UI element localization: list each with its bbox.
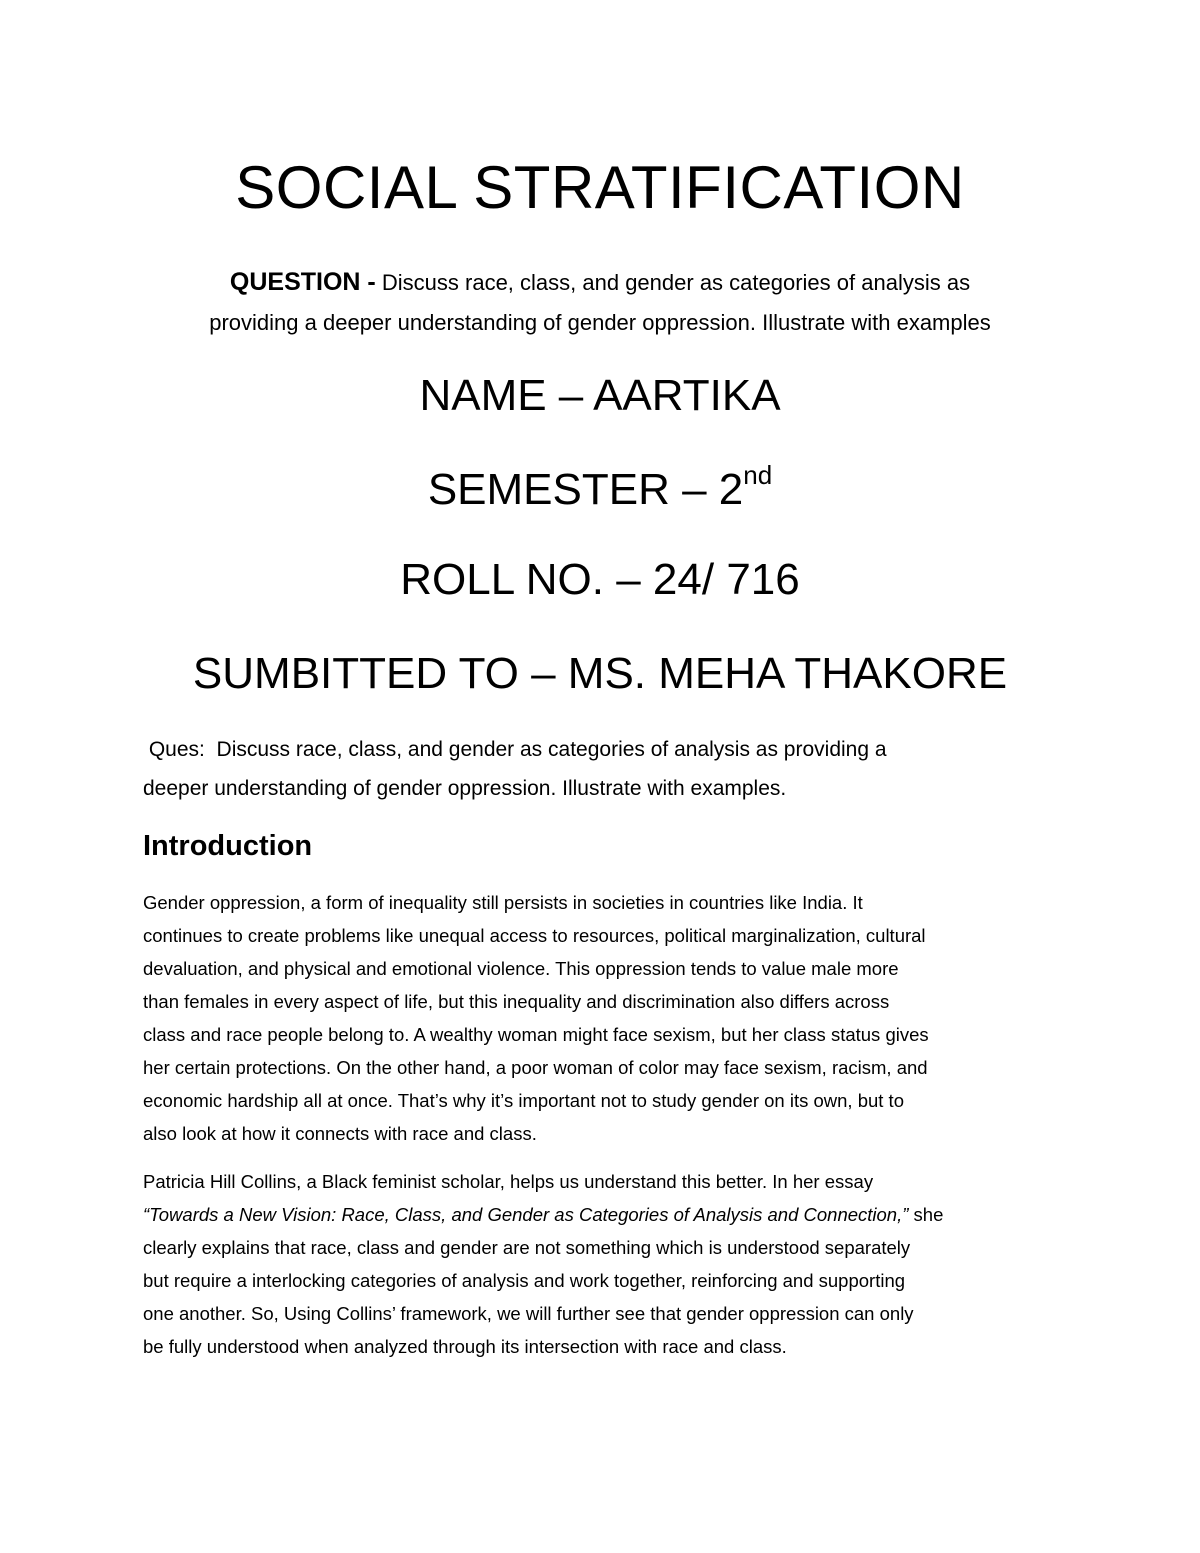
document-title: SOCIAL STRATIFICATION (235, 154, 965, 221)
ques-line2: deeper understanding of gender oppression. Illustrate with examples. (143, 777, 787, 800)
roll-number-line: ROLL NO. – 24/ 716 (400, 555, 800, 604)
paragraph-line: continues to create problems like unequal access to resources, political marginalization, cultural (143, 925, 926, 946)
paragraph-line: also look at how it connects with race and class. (143, 1123, 537, 1144)
paragraph-line: than females in every aspect of life, but this inequality and discrimination also differs across (143, 991, 890, 1012)
question-text-line2: providing a deeper understanding of gender oppression. Illustrate with examples (209, 310, 991, 335)
paragraph-line: devaluation, and physical and emotional violence. This oppression tends to value male more (143, 958, 899, 979)
introduction-paragraph-1 (143, 886, 1063, 1150)
paragraph-line: one another. So, Using Collins’ framework, we will further see that gender oppression can only (143, 1303, 914, 1324)
semester-text: SEMESTER – 2 (427, 465, 744, 514)
paragraph-line: but require a interlocking categories of analysis and work together, reinforcing and supporting (143, 1270, 906, 1291)
paragraph-line: clearly explains that race, class and gender are not something which is understood separately (143, 1237, 911, 1258)
paragraph-line-with-title (143, 1198, 1063, 1231)
paragraph-line: Gender oppression, a form of inequality still persists in societies in countries like India. It (143, 892, 863, 913)
ques-paragraph (143, 730, 1063, 808)
paragraph-line: Patricia Hill Collins, a Black feminist scholar, helps us understand this better. In her essay (143, 1171, 874, 1192)
paragraph-line-tail: she (908, 1204, 944, 1225)
question-text-line1: Discuss race, class, and gender as categories of analysis as (381, 270, 971, 295)
question-label: QUESTION - (229, 268, 376, 296)
paragraph-line: be fully understood when analyzed through its intersection with race and class. (143, 1336, 787, 1357)
introduction-heading: Introduction (143, 830, 313, 862)
paragraph-line: her certain protections. On the other hand, a poor woman of color may face sexism, racism, and (143, 1057, 928, 1078)
introduction-paragraph-2 (143, 1165, 1063, 1363)
submitted-to-line: SUMBITTED TO – MS. MEHA THAKORE (192, 649, 1008, 698)
paragraph-line: economic hardship all at once. That’s why it’s important not to study gender on its own, but to (143, 1090, 904, 1111)
paragraph-line: class and race people belong to. A wealthy woman might face sexism, but her class status gives (143, 1024, 929, 1045)
question-block (100, 262, 1100, 343)
semester-ordinal-suffix: nd (743, 460, 773, 490)
ques-line1: Ques: Discuss race, class, and gender as categories of analysis as providing a (143, 738, 887, 761)
semester-line (0, 462, 1200, 518)
student-name: NAME – AARTIKA (419, 371, 781, 420)
essay-title: “Towards a New Vision: Race, Class, and Gender as Categories of Analysis and Connection,” (143, 1204, 909, 1225)
